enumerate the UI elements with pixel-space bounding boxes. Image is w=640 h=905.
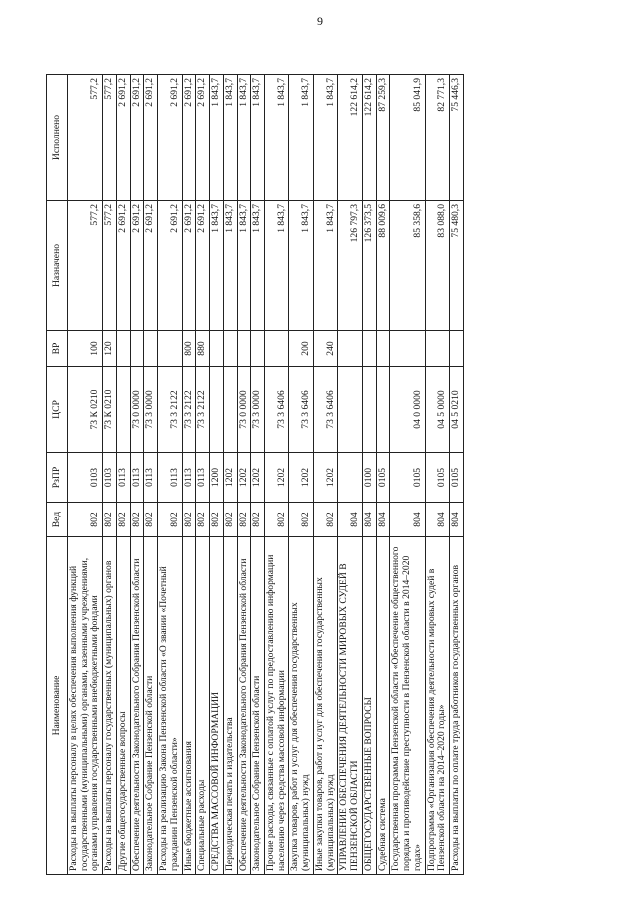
cell-rzpr: 1202 — [223, 453, 237, 503]
cell-executed: 2 691,2 — [144, 75, 158, 201]
cell-csr: 04 5 0210 — [450, 367, 464, 453]
cell-executed: 2 691,2 — [158, 75, 182, 201]
table-header-row — [47, 75, 68, 875]
cell-planned: 1 843,7 — [210, 201, 224, 331]
cell-csr: 73 К 0210 — [68, 367, 103, 453]
cell-name: Специальные расходы — [196, 537, 210, 875]
table-row — [144, 75, 158, 875]
cell-executed: 2 691,2 — [196, 75, 210, 201]
cell-csr: 73 0 0000 — [130, 367, 144, 453]
cell-executed: 577,2 — [103, 75, 117, 201]
cell-rzpr: 0113 — [182, 453, 196, 503]
cell-planned: 88 009,6 — [376, 201, 390, 331]
cell-ved: 802 — [210, 503, 224, 537]
cell-rzpr: 0105 — [376, 453, 390, 503]
cell-name: Расходы на выплаты персоналу в целях обеспечения выполнения функций государственными (муниципальными) органами, казенными учреждениями, органами управления государственными внебюджетными фондами — [68, 537, 103, 875]
cell-vr — [130, 331, 144, 367]
cell-planned: 83 088,0 — [425, 201, 449, 331]
cell-ved: 802 — [265, 503, 289, 537]
cell-executed: 1 843,7 — [251, 75, 265, 201]
cell-vr: 880 — [196, 331, 210, 367]
cell-rzpr: 0100 — [362, 453, 376, 503]
cell-csr: 73 3 2122 — [196, 367, 210, 453]
table-row — [390, 75, 425, 875]
table-row — [182, 75, 196, 875]
header-rzpr: РзПР — [47, 453, 68, 503]
cell-vr: 800 — [182, 331, 196, 367]
cell-name: Государственная программа Пензенской области «Обеспечение общественного порядка и противодействие преступности в Пензенской области в 2014–2020 годах» — [390, 537, 425, 875]
cell-planned: 2 691,2 — [144, 201, 158, 331]
header-executed: Исполнено — [47, 75, 68, 201]
cell-vr — [144, 331, 158, 367]
cell-executed: 1 843,7 — [223, 75, 237, 201]
cell-vr: 100 — [68, 331, 103, 367]
cell-rzpr: 0113 — [144, 453, 158, 503]
cell-csr: 73 3 2122 — [182, 367, 196, 453]
cell-vr: 200 — [289, 331, 313, 367]
cell-csr: 73 К 0210 — [103, 367, 117, 453]
table-row — [223, 75, 237, 875]
cell-rzpr: 1202 — [289, 453, 313, 503]
cell-name: Законодательное Собрание Пензенской области — [144, 537, 158, 875]
cell-executed: 1 843,7 — [313, 75, 337, 201]
cell-csr: 04 5 0000 — [425, 367, 449, 453]
cell-csr: 04 0 0000 — [390, 367, 425, 453]
cell-planned: 2 691,2 — [196, 201, 210, 331]
header-planned: Назначено — [47, 201, 68, 331]
table-row — [251, 75, 265, 875]
cell-vr — [223, 331, 237, 367]
cell-executed: 1 843,7 — [265, 75, 289, 201]
table-row — [313, 75, 337, 875]
cell-name: Расходы на выплаты персоналу государственных (муниципальных) органов — [103, 537, 117, 875]
cell-ved: 802 — [182, 503, 196, 537]
cell-planned: 126 797,3 — [338, 201, 362, 331]
cell-vr — [376, 331, 390, 367]
cell-csr — [376, 367, 390, 453]
cell-executed: 75 446,3 — [450, 75, 464, 201]
cell-planned: 1 843,7 — [237, 201, 251, 331]
header-name: Наименование — [47, 537, 68, 875]
cell-executed: 122 614,2 — [362, 75, 376, 201]
cell-rzpr: 0105 — [450, 453, 464, 503]
cell-executed: 85 041,9 — [390, 75, 425, 201]
cell-executed: 2 691,2 — [116, 75, 130, 201]
cell-ved: 802 — [116, 503, 130, 537]
cell-rzpr: 1202 — [265, 453, 289, 503]
cell-rzpr: 0113 — [196, 453, 210, 503]
cell-ved: 802 — [251, 503, 265, 537]
cell-executed: 87 259,3 — [376, 75, 390, 201]
cell-vr — [362, 331, 376, 367]
cell-executed: 1 843,7 — [210, 75, 224, 201]
cell-name: Обеспечение деятельности Законодательного Собрания Пензенской области — [130, 537, 144, 875]
cell-vr: 120 — [103, 331, 117, 367]
cell-rzpr — [338, 453, 362, 503]
cell-planned: 2 691,2 — [158, 201, 182, 331]
cell-planned: 85 358,6 — [390, 201, 425, 331]
cell-ved: 802 — [130, 503, 144, 537]
cell-rzpr: 1202 — [313, 453, 337, 503]
cell-planned: 1 843,7 — [251, 201, 265, 331]
cell-vr — [425, 331, 449, 367]
cell-ved: 804 — [450, 503, 464, 537]
cell-name: УПРАВЛЕНИЕ ОБЕСПЕЧЕНИЯ ДЕЯТЕЛЬНОСТИ МИРОВЫХ СУДЕЙ В ПЕНЗЕНСКОЙ ОБЛАСТИ — [338, 537, 362, 875]
cell-csr — [223, 367, 237, 453]
header-vr: ВР — [47, 331, 68, 367]
table-row — [210, 75, 224, 875]
table-row — [103, 75, 117, 875]
cell-vr — [116, 331, 130, 367]
cell-planned: 1 843,7 — [313, 201, 337, 331]
cell-name: ОБЩЕГОСУДАРСТВЕННЫЕ ВОПРОСЫ — [362, 537, 376, 875]
table-row — [158, 75, 182, 875]
table-row — [116, 75, 130, 875]
cell-name: Обеспечение деятельности Законодательного Собрания Пензенской области — [237, 537, 251, 875]
cell-vr — [251, 331, 265, 367]
header-csr: ЦСР — [47, 367, 68, 453]
cell-name: Периодическая печать и издательства — [223, 537, 237, 875]
cell-executed: 82 771,3 — [425, 75, 449, 201]
cell-vr — [210, 331, 224, 367]
table-row — [237, 75, 251, 875]
cell-csr: 73 3 6406 — [313, 367, 337, 453]
cell-vr: 240 — [313, 331, 337, 367]
table-row — [425, 75, 449, 875]
cell-planned: 2 691,2 — [182, 201, 196, 331]
cell-name: Расходы на выплаты по оплате труда работников государственных органов — [450, 537, 464, 875]
cell-csr: 73 3 6406 — [265, 367, 289, 453]
cell-ved: 802 — [158, 503, 182, 537]
cell-name: СРЕДСТВА МАССОВОЙ ИНФОРМАЦИИ — [210, 537, 224, 875]
cell-ved: 802 — [103, 503, 117, 537]
table-row — [338, 75, 362, 875]
cell-csr — [210, 367, 224, 453]
cell-ved: 804 — [338, 503, 362, 537]
table-row — [376, 75, 390, 875]
cell-vr — [450, 331, 464, 367]
cell-planned: 2 691,2 — [116, 201, 130, 331]
cell-rzpr: 1200 — [210, 453, 224, 503]
cell-rzpr: 1202 — [251, 453, 265, 503]
cell-ved: 802 — [144, 503, 158, 537]
table-row — [130, 75, 144, 875]
cell-planned: 1 843,7 — [265, 201, 289, 331]
cell-name: Расходы на реализацию Закона Пензенской области «О звании «Почетный гражданин Пензенской области» — [158, 537, 182, 875]
page-number: 9 — [317, 14, 323, 28]
cell-rzpr: 0105 — [390, 453, 425, 503]
cell-name: Иные бюджетные ассигнования — [182, 537, 196, 875]
cell-rzpr: 0103 — [68, 453, 103, 503]
table-body — [68, 75, 464, 875]
cell-planned: 126 373,5 — [362, 201, 376, 331]
cell-name: Закупка товаров, работ и услуг для обеспечения государственных (муниципальных) нужд — [289, 537, 313, 875]
budget-table-rotated — [46, 75, 594, 875]
cell-ved: 802 — [68, 503, 103, 537]
cell-ved: 802 — [289, 503, 313, 537]
table-row — [196, 75, 210, 875]
cell-rzpr: 0105 — [425, 453, 449, 503]
cell-ved: 802 — [237, 503, 251, 537]
cell-vr — [158, 331, 182, 367]
cell-ved: 804 — [362, 503, 376, 537]
cell-name: Прочие расходы, связанные с оплатой услуг по предоставлению информации населению через средства массовой информации — [265, 537, 289, 875]
table-row — [68, 75, 103, 875]
table-row — [362, 75, 376, 875]
cell-csr: 73 3 0000 — [144, 367, 158, 453]
cell-executed: 2 691,2 — [130, 75, 144, 201]
cell-executed: 1 843,7 — [237, 75, 251, 201]
cell-executed: 122 614,2 — [338, 75, 362, 201]
cell-executed: 577,2 — [68, 75, 103, 201]
cell-name: Подпрограмма «Организация обеспечения деятельности мировых судей в Пензенской области на 2014–2020 годы» — [425, 537, 449, 875]
table-row — [450, 75, 464, 875]
cell-csr — [338, 367, 362, 453]
table-row — [289, 75, 313, 875]
cell-csr — [362, 367, 376, 453]
cell-rzpr: 0103 — [103, 453, 117, 503]
cell-ved: 802 — [313, 503, 337, 537]
budget-table — [46, 74, 464, 875]
cell-vr — [265, 331, 289, 367]
cell-vr — [237, 331, 251, 367]
cell-vr — [390, 331, 425, 367]
cell-planned: 577,2 — [103, 201, 117, 331]
cell-name: Другие общегосударственные вопросы — [116, 537, 130, 875]
cell-ved: 802 — [223, 503, 237, 537]
cell-csr — [116, 367, 130, 453]
cell-csr: 73 3 0000 — [251, 367, 265, 453]
cell-planned: 1 843,7 — [223, 201, 237, 331]
cell-rzpr: 0113 — [116, 453, 130, 503]
cell-ved: 804 — [376, 503, 390, 537]
cell-csr: 73 3 6406 — [289, 367, 313, 453]
cell-name: Судебная система — [376, 537, 390, 875]
cell-planned: 75 480,3 — [450, 201, 464, 331]
cell-name: Законодательное Собрание Пензенской области — [251, 537, 265, 875]
cell-csr: 73 0 0000 — [237, 367, 251, 453]
header-ved: Вед — [47, 503, 68, 537]
cell-executed: 2 691,2 — [182, 75, 196, 201]
cell-planned: 2 691,2 — [130, 201, 144, 331]
cell-executed: 1 843,7 — [289, 75, 313, 201]
cell-planned: 1 843,7 — [289, 201, 313, 331]
cell-ved: 802 — [196, 503, 210, 537]
cell-ved: 804 — [425, 503, 449, 537]
cell-rzpr: 0113 — [158, 453, 182, 503]
cell-rzpr: 0113 — [130, 453, 144, 503]
cell-csr: 73 3 2122 — [158, 367, 182, 453]
cell-planned: 577,2 — [68, 201, 103, 331]
cell-rzpr: 1202 — [237, 453, 251, 503]
table-row — [265, 75, 289, 875]
cell-ved: 804 — [390, 503, 425, 537]
cell-name: Иные закупки товаров, работ и услуг для обеспечения государственных (муниципальных) нужд — [313, 537, 337, 875]
cell-vr — [338, 331, 362, 367]
